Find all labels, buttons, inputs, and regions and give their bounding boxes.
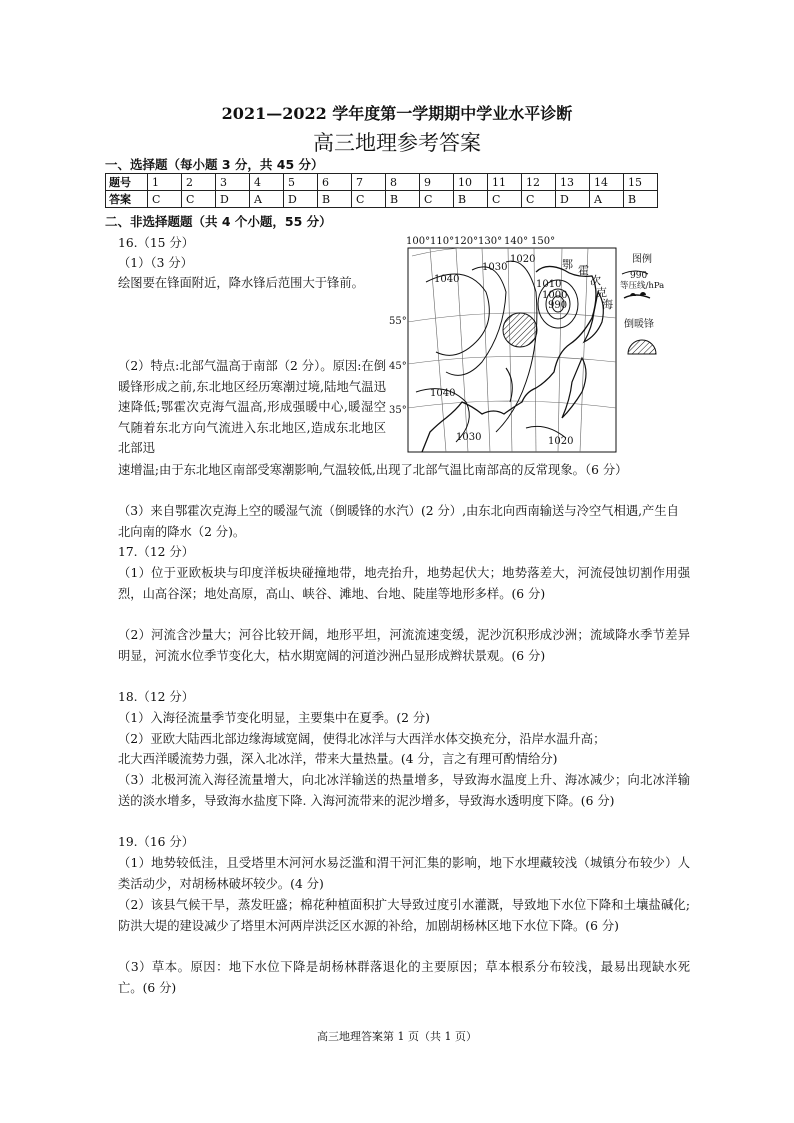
- answer-cell: C: [182, 191, 216, 208]
- answer-cell: C: [522, 191, 556, 208]
- answer-cell: C: [420, 191, 454, 208]
- isobar-label: 1020: [548, 436, 574, 447]
- isobar-label: 1030: [456, 432, 482, 443]
- precipitation-area: [503, 313, 537, 347]
- q18-part1: （1）入海径流量季节变化明显，主要集中在夏季。(2 分): [118, 711, 430, 725]
- question-number-cell: 13: [556, 174, 590, 191]
- document-title: 2021—2022 学年度第一学期期中学业水平诊断: [221, 104, 573, 123]
- question-number-cell: 7: [352, 174, 386, 191]
- question-number-cell: 11: [488, 174, 522, 191]
- isobar-label: 1010: [536, 279, 562, 290]
- q18-part2b: 北大西洋暖流势力强，深入北冰洋，带来大量热量。(4 分，言之有理可酌情给分): [118, 752, 558, 766]
- q16-part2-rest: 速增温;由于东北地区南部受寒潮影响,气温较低,出现了北部气温比南部高的反常现象。（6 分）: [118, 463, 628, 477]
- sakhalin: [584, 292, 603, 342]
- lat-label: 55°: [389, 316, 407, 327]
- sea-label: 霍: [578, 264, 589, 277]
- front-symbol: [624, 295, 650, 298]
- answer-cell: B: [454, 191, 488, 208]
- answer-cell: B: [318, 191, 352, 208]
- row-label-number: 题号: [106, 174, 148, 191]
- answer-cell: C: [352, 191, 386, 208]
- q17-title: 17.（12 分）: [118, 545, 195, 559]
- legend-title: 图例: [632, 254, 652, 265]
- question-number-cell: 4: [250, 174, 284, 191]
- answer-cell: D: [216, 191, 250, 208]
- table-row-numbers: [106, 174, 658, 191]
- document-subtitle: 高三地理参考答案: [313, 131, 481, 155]
- isobar-label: 1040: [430, 388, 456, 399]
- q17-part1: （1）位于亚欧板块与印度洋板块碰撞地带，地壳抬升，地势起伏大；地势落差大，河流侵蚀切割作用强烈，山高谷深；地处高原，高山、峡谷、滩地、台地、陡崖等地形多样。(6 分): [118, 566, 690, 601]
- question-number-cell: 3: [216, 174, 250, 191]
- answer-cell: C: [488, 191, 522, 208]
- legend-front: 倒暖锋: [624, 319, 654, 330]
- question-number-cell: 6: [318, 174, 352, 191]
- sea-label: 海: [602, 298, 613, 311]
- section1-heading: 一、选择题（每小题 3 分，共 45 分）: [105, 157, 324, 172]
- question-number-cell: 14: [590, 174, 624, 191]
- isobar-label: 1040: [434, 274, 460, 285]
- legend-value: 990: [630, 271, 648, 281]
- q16-part3: （3）来自鄂霍次克海上空的暖湿气流（倒暖锋的水汽）(2 分）,由东北向西南输送与冷空气相遇,产生自北向南的降水（2 分)。: [118, 504, 679, 539]
- q17-part2: （2）河流含沙量大；河谷比较开阔，地形平坦，河流流速变缓，泥沙沉积形成沙洲；流域降水季节差异明显，河流水位季节变化大，枯水期宽阔的河道沙洲凸显形成辫状景观。(6 分): [118, 628, 690, 663]
- isobar-label: 1030: [482, 262, 508, 273]
- q16-part1-text: 绘图要在锋面附近，降水锋后范围大于锋前。: [118, 276, 364, 290]
- answer-cell: B: [386, 191, 420, 208]
- question-number-cell: 2: [182, 174, 216, 191]
- legend-isobar: 等压线/hPa: [620, 281, 665, 291]
- lon-label: 150°: [531, 236, 556, 247]
- map-legend: [620, 252, 664, 354]
- question-number-cell: 9: [420, 174, 454, 191]
- sea-label: 克: [596, 286, 607, 299]
- lat-label: 35°: [389, 405, 407, 416]
- answer-cell: C: [148, 191, 182, 208]
- q18-part2a: （2）亚欧大陆西北部边缘海域宽阔，使得北冰洋与大西洋水体交换充分，沿岸水温升高；: [118, 732, 606, 746]
- isobar-label: 990: [548, 300, 568, 311]
- answer-cell: A: [590, 191, 624, 208]
- isobar-label: 1020: [510, 254, 536, 265]
- table-row-answers: [106, 191, 658, 208]
- q16-title: 16.（15 分）: [118, 236, 195, 250]
- answer-cell: B: [624, 191, 658, 208]
- q18-part3: （3）北极河流入海径流量增大，向北冰洋输送的热量增多，导致海水温度上升、海冰减少；向北冰洋输送的淡水增多，导致海水盐度下降. 入海河流带来的泥沙增多，导致海水透明度下降。(6 分): [118, 773, 690, 808]
- q19-part2: （2）该县气候干旱，蒸发旺盛；棉花种植面积扩大导致过度引水灌溉，导致地下水位下降和土壤盐碱化; 防洪大堤的建设减少了塔里木河两岸洪泛区水源的补给，加剧胡杨林区地下水位下降。(6 分): [118, 898, 690, 933]
- q16-part1-label: （1）（3 分）: [118, 256, 193, 270]
- question-number-cell: 10: [454, 174, 488, 191]
- isobar-label: 1000: [542, 290, 568, 301]
- lon-label: 110°: [430, 236, 455, 247]
- question-number-cell: 1: [148, 174, 182, 191]
- lon-label: 100°: [406, 236, 431, 247]
- q19-title: 19.（16 分）: [118, 835, 195, 849]
- question-number-cell: 5: [284, 174, 318, 191]
- question-number-cell: 15: [624, 174, 658, 191]
- page-footer: 高三地理答案第 1 页（共 1 页）: [317, 1030, 477, 1043]
- answer-table: [105, 173, 658, 208]
- question-number-cell: 12: [522, 174, 556, 191]
- question-number-cell: 8: [386, 174, 420, 191]
- lat-label: 45°: [389, 361, 407, 372]
- precipitation-symbol: [628, 340, 656, 354]
- sea-label: 鄂: [562, 258, 573, 271]
- row-label-answer: 答案: [106, 191, 148, 208]
- answer-cell: D: [284, 191, 318, 208]
- section2-heading: 二、非选择题题（共 4 个小题，55 分）: [105, 214, 332, 229]
- q16-part2-left: （2）特点:北部气温高于南部（2 分）。原因:在倒暖锋形成之前,东北地区经历寒潮过境,陆地气温迅速降低;鄂霍次克海气温高,形成强暖中心,暖湿空气随着东北方向气流进入东北地区,造成东北地区北部迅: [118, 359, 386, 456]
- q19-part3: （3）草本。原因：地下水位下降是胡杨林群落退化的主要原因；草本根系分布较浅，最易出现缺水死亡。(6 分): [118, 960, 690, 995]
- lon-label: 120°: [454, 236, 479, 247]
- q18-title: 18.（12 分）: [118, 690, 195, 704]
- q19-part1: （1）地势较低洼，且受塔里木河河水易泛滥和渭干河汇集的影响，地下水埋藏较浅（城镇分布较少）人类活动少，对胡杨林破坏较少。(4 分): [118, 856, 690, 891]
- answer-cell: A: [250, 191, 284, 208]
- sea-label: 次: [590, 274, 601, 287]
- weather-map: [386, 232, 686, 454]
- answer-cell: D: [556, 191, 590, 208]
- lon-label: 130°: [478, 236, 503, 247]
- lon-label: 140°: [504, 236, 529, 247]
